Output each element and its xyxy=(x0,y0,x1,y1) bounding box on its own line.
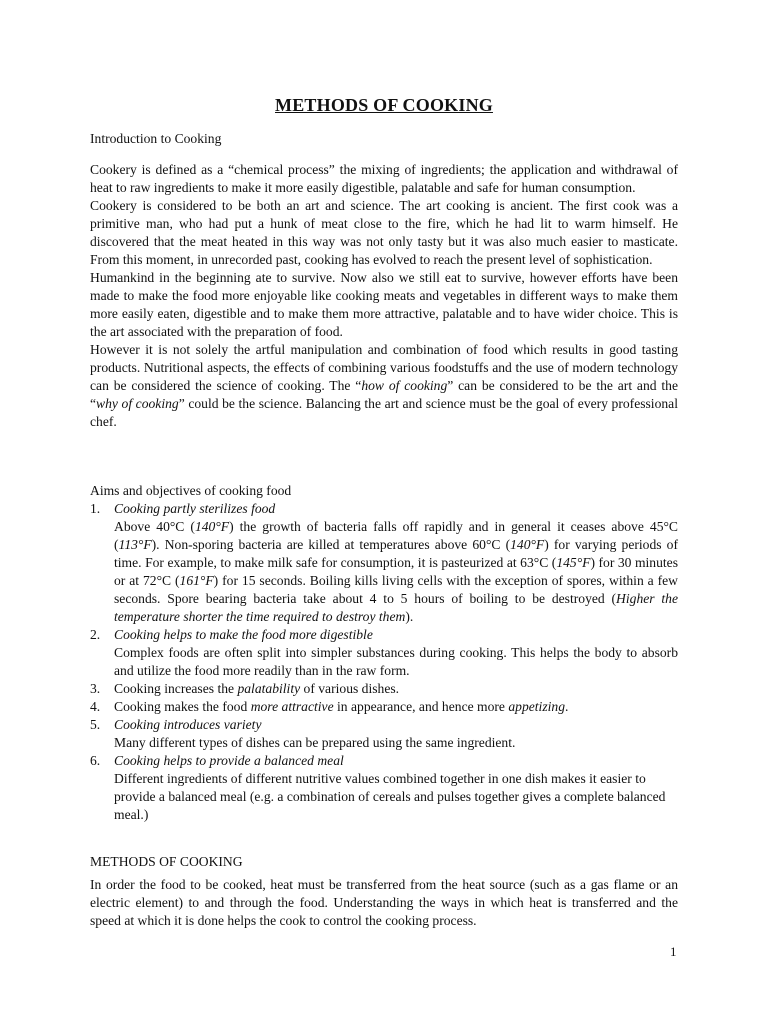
aim-heading: Cooking helps to provide a balanced meal xyxy=(114,753,344,768)
methods-heading: METHODS OF COOKING xyxy=(90,854,243,869)
aim-heading: Cooking helps to make the food more digestible xyxy=(114,627,373,642)
page-title: METHODS OF COOKING xyxy=(275,95,493,115)
list-item: 5. Cooking introduces variety Many different types of dishes can be prepared using the same ingredient. xyxy=(90,717,516,750)
list-item: 6. Cooking helps to provide a balanced meal Different ingredients of different nutritive values combined together in one dish makes it easier to provide a balanced meal (e.g. a combination of cereals and pulses together gives a complete balanced meal.) xyxy=(90,753,666,822)
list-item: 2. Cooking helps to make the food more digestible Complex foods are often split into simpler substances during cooking. This helps the body to absorb and utilize the food more readily than in the raw form. xyxy=(90,627,678,678)
aim-heading: Cooking introduces variety xyxy=(114,717,262,732)
page-number: 1 xyxy=(670,944,677,959)
intro-paragraph-1: Cookery is defined as a “chemical process” the mixing of ingredients; the application and withdrawal of heat to raw ingredients to make it more easily digestible, palatable and safe for human consumption. xyxy=(90,162,678,195)
methods-paragraph: In order the food to be cooked, heat must be transferred from the heat source (such as a gas flame or an electric element) to and through the food. Understanding the ways in which heat is transferred and the speed at which it is done helps the cook to control the cooking process. xyxy=(90,877,678,928)
aim-heading: Cooking partly sterilizes food xyxy=(114,501,276,516)
intro-paragraph-4: However it is not solely the artful manipulation and combination of food which results in good tasting products. Nutritional aspects, the effects of combining various foodstuffs and the use of modern technology can be considered the science of cooking. The “how of cooking” can be considered to be the art and the “why of cooking” could be the science. Balancing the art and science must be the goal of every professional chef. xyxy=(90,342,679,429)
list-item: 1. Cooking partly sterilizes food Above 40°C (140°F) the growth of bacteria falls off rapidly and in general it ceases above 45°C (113°F). Non-sporing bacteria are killed at temperatures above 60°C (140°F) for varying periods of time. For example, to make milk safe for consumption, it is pasteurized at 63°C (145°F) for 30 minutes or at 72°C (161°F) for 15 seconds. Boiling kills living cells with the exception of spores, within a few seconds. Spore bearing bacteria take about 4 to 5 hours of boiling to be destroyed (Higher the temperature shorter the time required to destroy them). xyxy=(90,501,679,624)
aims-list xyxy=(90,500,678,824)
list-item: 3. Cooking increases the palatability of various dishes. xyxy=(90,681,400,696)
intro-heading: Introduction to Cooking xyxy=(90,131,222,146)
intro-paragraph-3: Humankind in the beginning ate to survive. Now also we still eat to survive, however efforts have been made to make the food more enjoyable like cooking meats and vegetables in different ways to make them more easily eaten, digestible and to make them more attractive, palatable and to have wider choice. This is the art associated with the preparation of food. xyxy=(90,270,678,339)
list-item: 4. Cooking makes the food more attractive in appearance, and hence more appetizing. xyxy=(90,699,569,714)
intro-section xyxy=(90,161,678,431)
intro-paragraph-2: Cookery is considered to be both an art and science. The art cooking is ancient. The first cook was a primitive man, who had put a hunk of meat close to the fire, which he had lit to warm himself. He discovered that the meat heated in this way was not only tasty but it was also much easier to masticate. From this moment, in unrecorded past, cooking has evolved to reach the present level of sophistication. xyxy=(90,198,678,267)
aims-heading: Aims and objectives of cooking food xyxy=(90,483,292,498)
